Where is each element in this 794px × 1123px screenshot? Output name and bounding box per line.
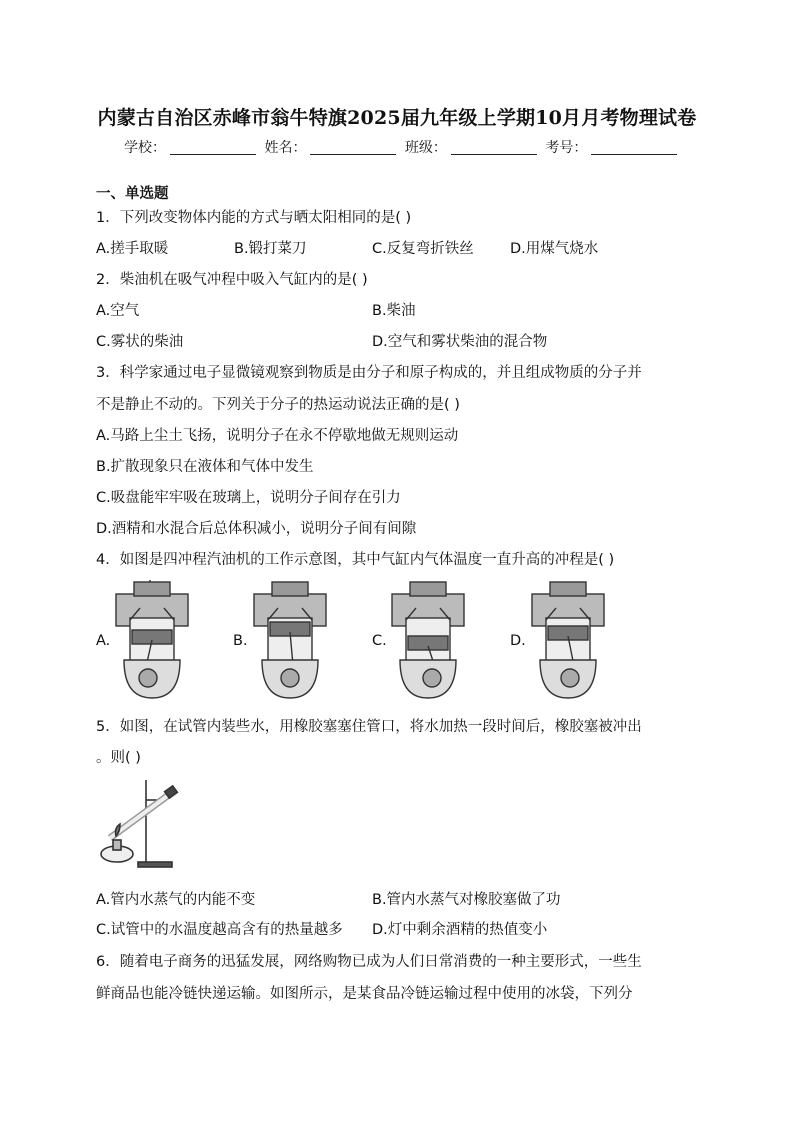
engine-diagram-b-icon [248, 580, 332, 702]
q3-option-b[interactable]: B.扩散现象只在液体和气体中发生 [96, 459, 314, 475]
student-info-line [124, 137, 681, 157]
q1-option-b[interactable]: B.锻打菜刀 [234, 241, 307, 257]
number-blank[interactable] [591, 140, 677, 155]
q1-stem: 1．下列改变物体内能的方式与晒太阳相同的是( ) [96, 210, 412, 226]
school-blank[interactable] [170, 140, 256, 155]
q1-option-a[interactable]: A.搓手取暖 [96, 241, 169, 257]
engine-diagram-d-icon [526, 580, 610, 702]
q5-stem-line1: 5．如图，在试管内装些水，用橡胶塞塞住管口，将水加热一段时间后，橡胶塞被冲出 [96, 719, 642, 735]
q2-stem: 2．柴油机在吸气冲程中吸入气缸内的是( ) [96, 272, 368, 288]
school-label: 学校： [124, 140, 166, 156]
q4-option-a[interactable]: A. [96, 633, 111, 649]
q6-stem-line2: 鲜商品也能冷链快递运输。如图所示，是某食品冷链运输过程中使用的冰袋，下列分 [96, 986, 633, 1002]
q3-stem-line1: 3．科学家通过电子显微镜观察到物质是由分子和原子构成的，并且组成物质的分子并 [96, 365, 642, 381]
q5-option-a[interactable]: A.管内水蒸气的内能不变 [96, 892, 256, 908]
test-tube-heating-diagram-icon [96, 778, 182, 870]
q6-stem-line1: 6．随着电子商务的迅猛发展，网络购物已成为人们日常消费的一种主要形式，一些生 [96, 954, 642, 970]
q5-option-d[interactable]: D.灯中剩余酒精的热值变小 [372, 922, 548, 938]
class-label: 班级： [404, 140, 447, 156]
q3-stem-line2: 不是静止不动的。下列关于分子的热运动说法正确的是( ) [96, 397, 460, 413]
q3-option-a[interactable]: A.马路上尘土飞扬，说明分子在永不停歇地做无规则运动 [96, 428, 459, 444]
q3-option-d[interactable]: D.酒精和水混合后总体积减小，说明分子间有间隙 [96, 521, 417, 537]
q3-option-c[interactable]: C.吸盘能牢牢吸在玻璃上，说明分子间存在引力 [96, 490, 401, 506]
q5-option-b[interactable]: B.管内水蒸气对橡胶塞做了功 [372, 892, 561, 908]
q5-stem-line2: 。则( ) [96, 750, 141, 766]
exam-title: 内蒙古自治区赤峰市翁牛特旗2025届九年级上学期10月月考物理试卷 [97, 107, 697, 129]
q4-option-d[interactable]: D. [510, 633, 526, 649]
class-blank[interactable] [451, 140, 537, 155]
q2-option-d[interactable]: D.空气和雾状柴油的混合物 [372, 334, 548, 350]
name-blank[interactable] [310, 140, 396, 155]
engine-diagram-c-icon [386, 580, 470, 702]
q4-option-c[interactable]: C. [372, 633, 387, 649]
q2-option-a[interactable]: A.空气 [96, 303, 140, 319]
section-heading: 一、单选题 [96, 186, 169, 202]
q2-option-b[interactable]: B.柴油 [372, 303, 416, 319]
engine-diagram-a-icon [110, 580, 194, 702]
q4-option-b[interactable]: B. [233, 633, 248, 649]
q2-option-c[interactable]: C.雾状的柴油 [96, 334, 184, 350]
q1-option-c[interactable]: C.反复弯折铁丝 [372, 241, 474, 257]
q4-stem: 4．如图是四冲程汽油机的工作示意图，其中气缸内气体温度一直升高的冲程是( ) [96, 552, 615, 568]
q5-option-c[interactable]: C.试管中的水温度越高含有的热量越多 [96, 922, 343, 938]
name-label: 姓名： [264, 140, 307, 156]
number-label: 考号： [545, 140, 588, 156]
q1-option-d[interactable]: D.用煤气烧水 [510, 241, 599, 257]
